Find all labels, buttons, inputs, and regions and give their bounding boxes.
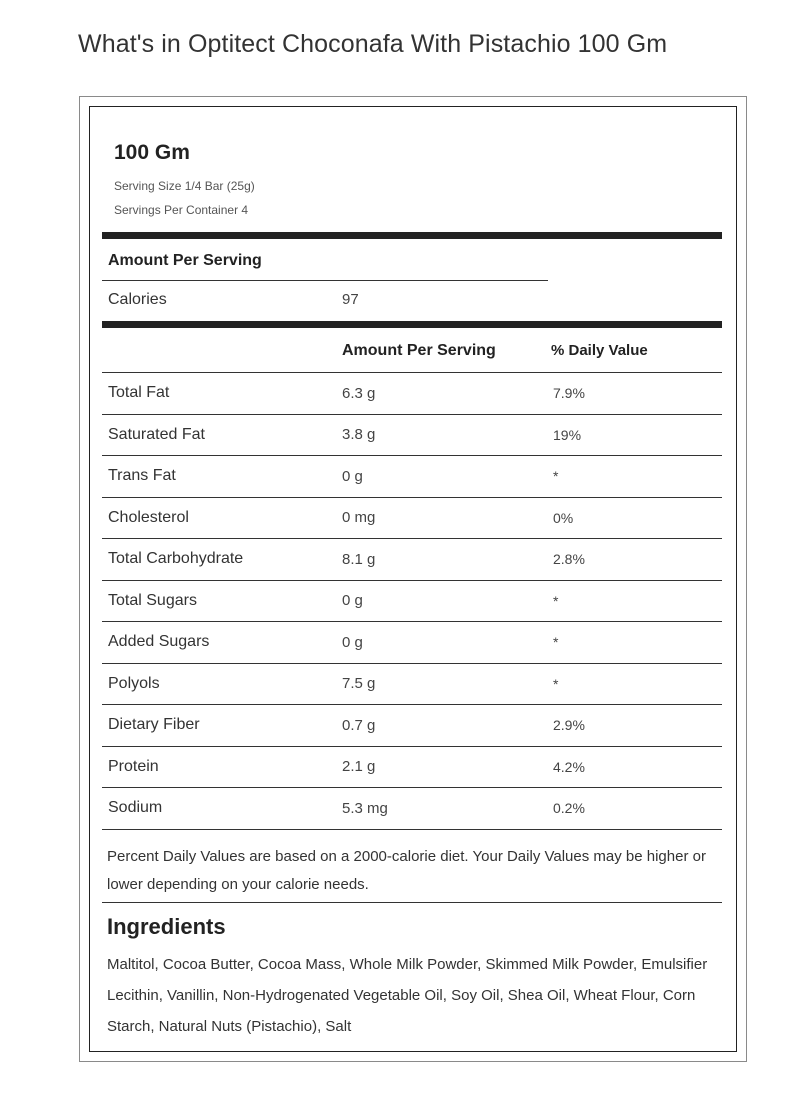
nutrient-name: Added Sugars [102, 622, 342, 664]
nutrient-daily-value: 0% [553, 497, 722, 539]
ingredients-text: Maltitol, Cocoa Butter, Cocoa Mass, Whole Milk Powder, Skimmed Milk Powder, Emulsifier Lecithin, Vanillin, Non-Hydrogenated Vegetable Oil, Soy Oil, Shea Oil, Wheat Flour, Corn Starch, Natural Nuts (Pistachio), Salt [107, 956, 708, 1035]
nutrient-name: Total Sugars [102, 580, 342, 622]
nutrient-table [102, 372, 722, 830]
nutrient-name: Cholesterol [102, 497, 342, 539]
nutrient-daily-value: * [553, 580, 722, 622]
nutrient-daily-value: * [553, 456, 722, 498]
column-header-amount: Amount Per Serving [342, 342, 496, 359]
nutrient-name: Sodium [102, 788, 342, 830]
table-row [102, 497, 722, 539]
calories-value: 97 [342, 291, 359, 308]
page-title: What's in Optitect Choconafa With Pistachio 100 Gm [78, 30, 668, 58]
column-header-daily-value: % Daily Value [551, 342, 648, 359]
nutrient-daily-value: 4.2% [553, 746, 722, 788]
daily-value-footnote: Percent Daily Values are based on a 2000-calorie diet. Your Daily Values may be higher or lower depending on your calorie needs. [107, 848, 706, 893]
nutrient-amount: 5.3 mg [342, 788, 553, 830]
calories-label: Calories [108, 291, 167, 308]
table-row [102, 746, 722, 788]
amount-per-serving-divider [102, 280, 548, 281]
nutrient-amount: 0 g [342, 580, 553, 622]
nutrient-amount: 8.1 g [342, 539, 553, 581]
nutrient-daily-value: 7.9% [553, 373, 722, 415]
amount-per-serving-heading: Amount Per Serving [108, 252, 262, 269]
nutrient-daily-value: 2.8% [553, 539, 722, 581]
nutrient-amount: 7.5 g [342, 663, 553, 705]
table-row [102, 414, 722, 456]
table-row [102, 705, 722, 747]
ingredients-heading: Ingredients [107, 914, 226, 939]
label-size-title: 100 Gm [114, 141, 190, 164]
serving-size: Serving Size 1/4 Bar (25g) [114, 179, 255, 193]
nutrient-daily-value: 2.9% [553, 705, 722, 747]
nutrient-name: Polyols [102, 663, 342, 705]
table-row [102, 539, 722, 581]
table-row [102, 788, 722, 830]
nutrient-name: Total Fat [102, 373, 342, 415]
servings-per-container: Servings Per Container 4 [114, 203, 249, 217]
table-row [102, 622, 722, 664]
nutrient-name: Total Carbohydrate [102, 539, 342, 581]
nutrient-amount: 0 mg [342, 497, 553, 539]
footnote-divider [102, 902, 722, 903]
thick-divider-top [102, 232, 722, 239]
nutrient-name: Trans Fat [102, 456, 342, 498]
table-row [102, 373, 722, 415]
nutrient-amount: 0.7 g [342, 705, 553, 747]
nutrient-daily-value: * [553, 663, 722, 705]
nutrient-name: Saturated Fat [102, 414, 342, 456]
nutrient-amount: 0 g [342, 456, 553, 498]
nutrient-amount: 0 g [342, 622, 553, 664]
nutrient-amount: 3.8 g [342, 414, 553, 456]
nutrient-amount: 2.1 g [342, 746, 553, 788]
nutrient-amount: 6.3 g [342, 373, 553, 415]
nutrient-name: Protein [102, 746, 342, 788]
table-row [102, 456, 722, 498]
nutrient-daily-value: 0.2% [553, 788, 722, 830]
table-row [102, 580, 722, 622]
table-row [102, 663, 722, 705]
nutrient-daily-value: 19% [553, 414, 722, 456]
nutrient-daily-value: * [553, 622, 722, 664]
nutrient-name: Dietary Fiber [102, 705, 342, 747]
thick-divider-calories [102, 321, 722, 328]
